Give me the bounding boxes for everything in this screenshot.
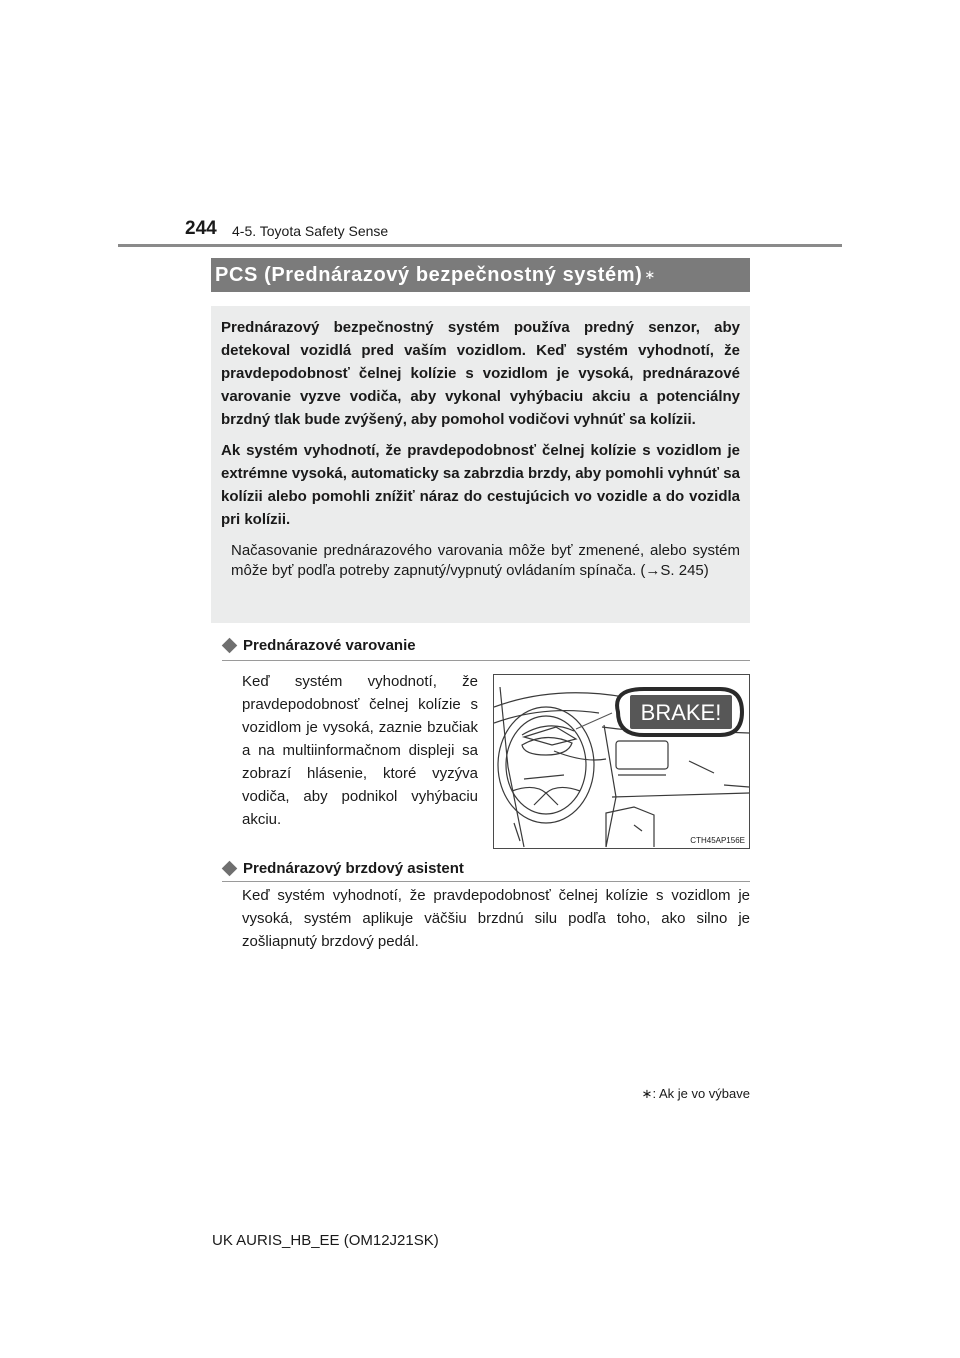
- warning-heading-text: Prednárazové varovanie: [243, 637, 416, 654]
- warning-description: Keď systém vyhodnotí, že pravdepodobnosť čelnej kolízie s vozidlom je vysoká, zaznie bzučiak a na multiinformačnom displeji sa zobrazí hlásenie, ktoré vyzýva vodiča, aby podnikol vyhýbaciu akciu.: [242, 673, 478, 828]
- intro-paragraph-2: Ak systém vyhodnotí, že pravdepodobnosť čelnej kolízie s vozidlom je extrémne vysoká, automaticky sa zabrzdia brzdy, aby pomohli vyhnúť sa kolízii alebo pomohli znížiť náraz do cestujúcich vo vozidle a do vozidla pri kolízii.: [221, 442, 740, 528]
- page-number: 244: [185, 218, 217, 239]
- diamond-bullet-icon: [222, 638, 238, 654]
- figure-code: CTH45AP156E: [690, 836, 745, 845]
- footnote: [642, 1086, 750, 1102]
- brake-assist-heading-rule: [222, 881, 750, 882]
- brake-assist-heading: [222, 860, 464, 877]
- footnote-text: : Ak je vo výbave: [652, 1086, 750, 1101]
- dashboard-drawing: [494, 675, 749, 848]
- brake-warning-illustration: [493, 674, 750, 849]
- optional-equipment-marker: ∗: [644, 267, 656, 282]
- section-title: PCS (Prednárazový bezpečnostný systém): [215, 263, 643, 286]
- warning-heading-rule: [222, 660, 750, 661]
- intro-box: [211, 306, 750, 623]
- section-reference: 4-5. Toyota Safety Sense: [232, 223, 389, 239]
- section-title-bar: [211, 258, 750, 292]
- manual-identifier: UK AURIS_HB_EE (OM12J21SK): [212, 1232, 439, 1249]
- intro-paragraph-1: Prednárazový bezpečnostný systém používa predný senzor, aby detekoval vozidlá pred vaším vozidlom. Keď systém vyhodnotí, že pravdepodobnosť čelnej kolízie s vozidlom je vysoká, prednárazové varovanie vyzve vodiča, aby vykonal vyhýbaciu akciu a potenciálny brzdný tlak bude zvýšený, aby pomohol vodičovi vyhnúť sa kolízii.: [221, 319, 740, 428]
- brake-assist-description: Keď systém vyhodnotí, že pravdepodobnosť čelnej kolízie s vozidlom je vysoká, systém aplikuje väčšiu brzdnú silu podľa toho, ako silno je zošliapnutý brzdový pedál.: [242, 887, 750, 950]
- intro-note: Načasovanie prednárazového varovania môže byť zmenené, alebo systém môže byť podľa potreby zapnutý/vypnutý ovládaním spínača. (→S. 245): [231, 542, 740, 579]
- header-divider: [118, 244, 842, 247]
- brake-message: BRAKE!: [640, 700, 722, 725]
- diamond-bullet-icon: [222, 861, 238, 877]
- footnote-marker: ∗: [641, 1086, 653, 1101]
- warning-heading: [222, 637, 416, 654]
- brake-assist-heading-text: Prednárazový brzdový asistent: [243, 860, 464, 877]
